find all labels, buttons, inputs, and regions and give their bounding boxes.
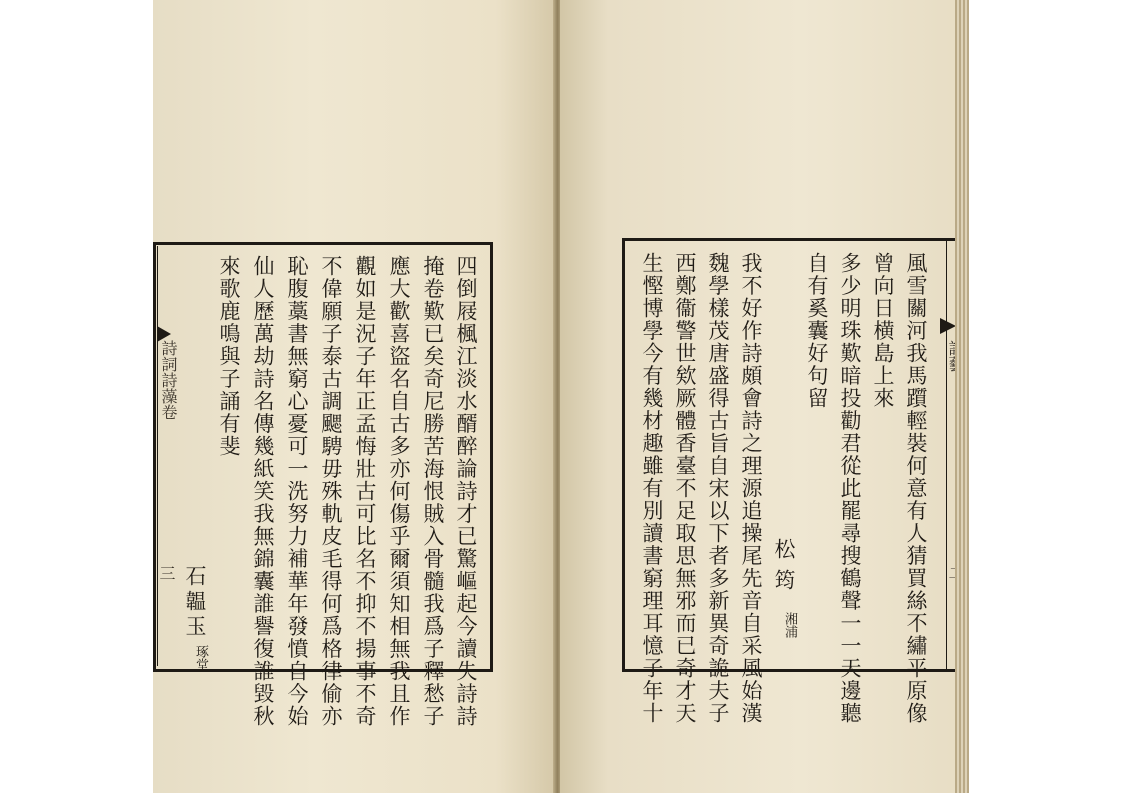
- left-page: [153, 0, 556, 793]
- scan-background-left: [0, 0, 153, 793]
- left-frame-inner-rule: [157, 246, 158, 666]
- left-page-number: 三: [157, 565, 176, 581]
- left-column-1: 四倒屐楓江淡水醑醉論詩才已驚嶇起今讀失詩詩: [454, 255, 478, 728]
- right-column-7: 西鄭衞警世欸厥體香臺不足取思無邪而已奇才天: [673, 252, 697, 725]
- right-column-6: 魏學樣茂唐盛得古旨自宋以下者多新異奇詭夫子: [706, 252, 730, 725]
- left-column-7: 仙人歷萬劫詩名傳幾紙笑我無錦囊誰譽復誰毀秋: [251, 255, 275, 728]
- right-signature: 松筠: [772, 538, 796, 600]
- right-frame-inner-rule: [946, 241, 947, 669]
- left-column-3: 應大歡喜盜名自古多亦何傷乎爾須知相無我且作: [387, 255, 411, 728]
- fish-tail-mark-right: [940, 318, 956, 334]
- left-column-4: 觀如是況子年正孟悔壯古可比名不抑不揚事不奇: [353, 255, 377, 728]
- right-column-4: 自有奚囊好句留: [805, 252, 829, 410]
- page-edges: [955, 0, 969, 793]
- left-signature-note: 琢堂: [193, 645, 208, 671]
- left-column-8: 來歌鹿鳴與子誦有斐: [217, 255, 241, 458]
- right-signature-note: 湘浦: [782, 612, 797, 638]
- right-column-8: 生慳博學今有幾材趣雖有別讀書窮理耳憶子年十: [640, 252, 664, 725]
- right-column-2: 曾向日横島上來: [871, 252, 895, 410]
- right-column-1: 風雪關河我馬躓輕裝何意有人猜買絲不繡平原像: [904, 252, 928, 725]
- right-column-3: 多少明珠歎暗投勸君從此罷尋搜鶴聲一一天邊聽: [838, 252, 862, 725]
- left-margin-title: 詩詞詩藻卷: [159, 340, 178, 420]
- right-column-5: 我不好作詩頗會詩之理源追操尾先音自采風始漢: [739, 252, 763, 725]
- right-page: [560, 0, 963, 793]
- left-signature: 石韞玉: [183, 565, 207, 640]
- left-column-5: 不偉願子泰古調颸騁毋殊軌皮毛得何爲格律偷亦: [319, 255, 343, 728]
- left-column-6: 恥腹藁書無窮心憂可一洗努力補華年發憤自今始: [285, 255, 309, 728]
- left-column-2: 掩卷歎已矣奇尼勝苦海恨賊入骨髓我爲子釋愁子: [421, 255, 445, 728]
